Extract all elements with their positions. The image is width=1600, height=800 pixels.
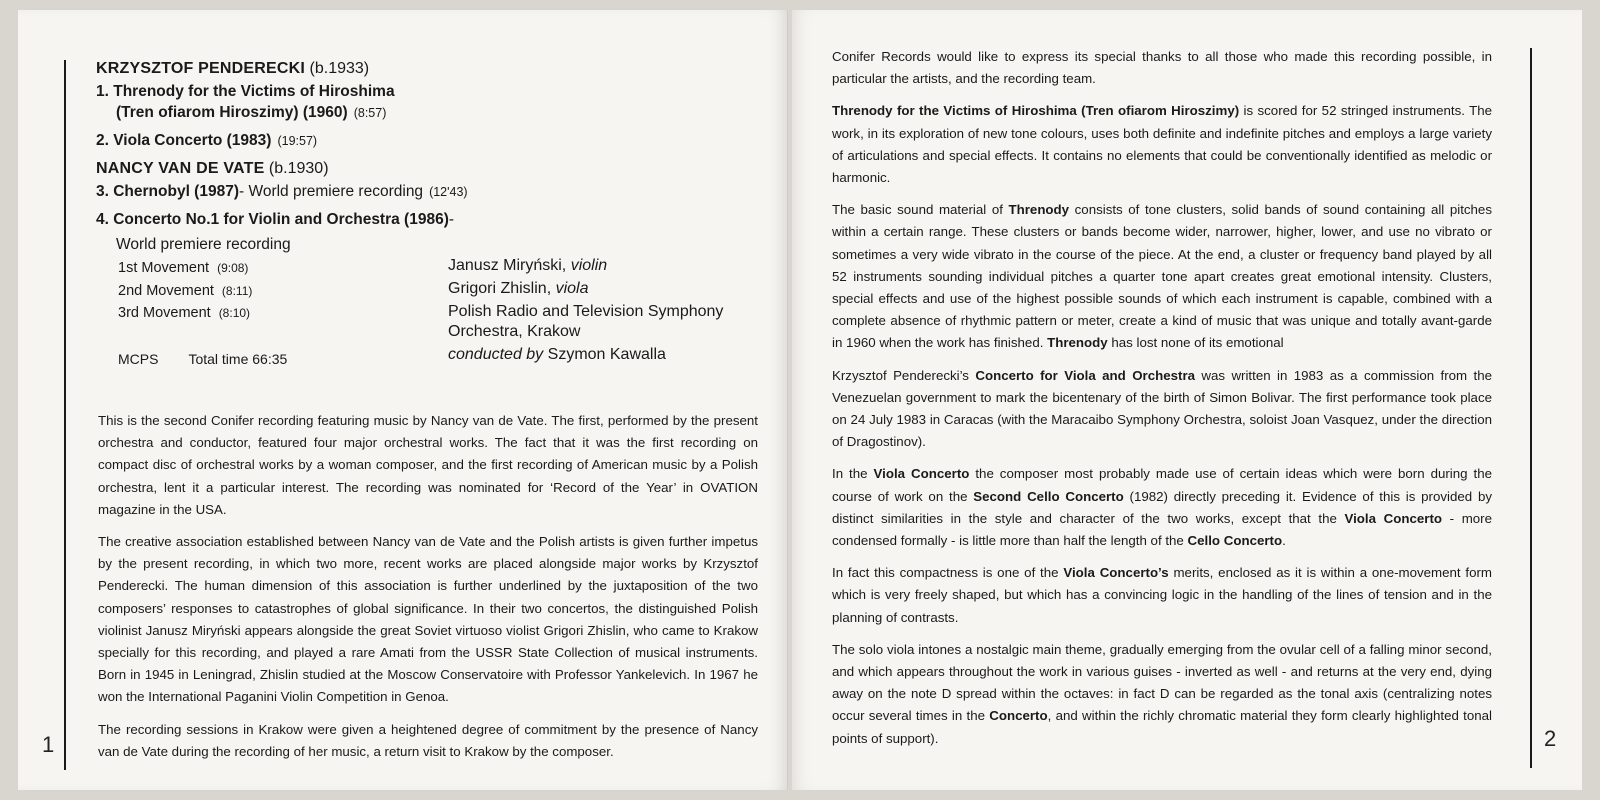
movement-item: 2nd Movement (8:11) bbox=[118, 282, 253, 299]
performer-conductor: conducted by Szymon Kawalla bbox=[448, 346, 666, 363]
composer-heading-van-de-vate bbox=[96, 158, 756, 179]
paragraph: The creative association established between Nancy van de Vate and the Polish artists is given further impetus by the present recording, in which two more, recent works are placed alongside major works by Krzysztof Penderecki. The human dimension of this association is further underlined by the juxtaposition of the two composers’ responses to catastrophes of global significance. In their two concertos, the distinguished Polish violinist Janusz Miryński appears alongside the great Soviet virtuoso violist Grigori Zhislin, who came to Krakow specially for this recording, and played a rare Amati from the USSR State Collection of musical instruments. Born in 1945 in Leningrad, Zhislin studied at the Moscow Conservatoire with Professor Yankelevich. In 1967 he won the International Paganini Violin Competition in Genoa. bbox=[98, 534, 758, 705]
right-body-text bbox=[832, 46, 1492, 760]
paragraph: The recording sessions in Krakow were given a heightened degree of commitment by the presence of Nancy van de Vate during the recording of her music, a return visit to Krakow by the composer. bbox=[98, 721, 758, 759]
left-margin-rule bbox=[64, 60, 66, 770]
paragraph-solo-viola: The solo viola intones a nostalgic main theme, gradually emerging from the ovular cell of a falling minor second, and which appears throughout the work in various guises - inverted as well - and returns at the very end, dying away on the note D spread within the octaves: in fact D can be regarded as the tonal axis (centralizing notes occur several times in the Concerto, and within the richly chromatic material they form clearly highlighted tonal points of support). bbox=[832, 641, 1493, 746]
track-title: 4. Concerto No.1 for Violin and Orchestra (1986) bbox=[96, 211, 449, 228]
right-margin-rule bbox=[1530, 48, 1532, 768]
track-duration: (19:57) bbox=[277, 134, 318, 148]
performer-orchestra: Polish Radio and Television Symphony Orchestra, Krakow bbox=[448, 303, 724, 340]
movement-list bbox=[118, 257, 252, 325]
paragraph: This is the second Conifer recording featuring music by Nancy van de Vate. The first, performed by the present orchestra and conductor, featured four major orchestral works. The fact that it was the first recording on compact disc of orchestral works by a woman composer, and the first recording of American music by a Polish orchestra, lent it a particular interest. The recording was nominated for ‘Record of the Year’ in OVATION magazine in the USA. bbox=[98, 413, 758, 517]
track-note: - World premiere recording bbox=[239, 183, 424, 200]
track-2 bbox=[96, 130, 756, 152]
composer-name: KRZYSZTOF PENDERECKI bbox=[96, 60, 306, 77]
paragraph-compactness: In fact this compactness is one of the Viola Concerto’s merits, enclosed as it is within a one-movement form which is very freely shaped, but which has a convincing logic in the handling of the lines of tension and in the planning of contrasts. bbox=[832, 565, 1492, 625]
movement-item: 3rd Movement (8:10) bbox=[118, 305, 251, 321]
performer-list bbox=[448, 255, 768, 367]
movements-and-performers bbox=[96, 257, 756, 377]
mcps-total-time bbox=[118, 349, 317, 370]
mcps-label: MCPS bbox=[118, 351, 159, 367]
paragraph-threnody: Threnody for the Victims of Hiroshima (Tren ofiarom Hiroszimy) is scored for 52 stringed instruments. The work, in its exploration of new tone colours, uses both definite and indefinite pitches and employs a large variety of articulations and special effects. It contains no elements that could be conventionally identified as melodic or harmonic. bbox=[832, 103, 1492, 186]
track-title-line2: (Tren ofiarom Hiroszimy) (1960) bbox=[116, 104, 348, 121]
composer-dates: (b.1933) bbox=[309, 60, 370, 77]
track-title: 2. Viola Concerto (1983) bbox=[96, 132, 272, 149]
track-note: - bbox=[448, 211, 455, 228]
composer-dates: (b.1930) bbox=[268, 160, 329, 177]
track-4 bbox=[96, 209, 756, 255]
track-note-line2: World premiere recording bbox=[116, 236, 291, 253]
right-page bbox=[792, 10, 1582, 790]
track-title: 3. Chernobyl (1987) bbox=[96, 183, 239, 200]
track-duration: (12'43) bbox=[429, 185, 468, 199]
total-time: Total time 66:35 bbox=[188, 351, 288, 367]
composer-heading-penderecki bbox=[96, 58, 756, 79]
left-body-text bbox=[98, 410, 758, 773]
track-duration: (8:57) bbox=[353, 106, 387, 120]
paragraph-sound-material: The basic sound material of Threnody consists of tone clusters, solid bands of sound containing all pitches within a certain range. These clusters or bands become wider, narrower, higher, lower, and use no vibrato or sometimes a very wide vibrato in the course of the piece. At the end, a cluster or frequency band played by all 52 instruments sounding individual pitches a quarter tone apart creates great emotional intensity. Clusters, special effects and use of the highest possible sounds of which each instrument is capable, combined with a complete absence of rhythmic pattern or meter, create a kind of music that was unique and totally avant-garde in 1960 when the work has finished. Threnody has lost none of its emotional bbox=[832, 202, 1492, 351]
composer-name: NANCY VAN DE VATE bbox=[96, 160, 265, 177]
track-title: 1. Threnody for the Victims of Hiroshima bbox=[96, 83, 395, 100]
performer-viola: Grigori Zhislin, viola bbox=[448, 279, 589, 297]
movement-item: 1st Movement (9:08) bbox=[118, 260, 249, 276]
left-page bbox=[18, 10, 788, 790]
page-number-right: 2 bbox=[1544, 726, 1557, 751]
paragraph-viola-concerto-ideas: In the Viola Concerto the composer most probably made use of certain ideas which were born during the course of work on the Second Cello Concerto (1982) directly preceding it. Evidence of this is provided by distinct similarities in the style and character of the two works, except that the Viola Concerto - more condensed formally - is little more than half the length of the Cello Concerto. bbox=[832, 466, 1492, 549]
paragraph-viola-concerto-commission: Krzysztof Penderecki’s Concerto for Viola and Orchestra was written in 1983 as a commission from the Venezuelan government to mark the bicentenary of the birth of Simon Bolivar. The first performance took place on 24 July 1983 in Caracas (with the Maracaibo Symphony Orchestra, soloist Joan Vasquez, under the direction of Dragostinov). bbox=[832, 367, 1492, 450]
page-number-left: 1 bbox=[42, 732, 55, 757]
performer-violin: Janusz Miryński, violin bbox=[448, 257, 608, 274]
track-list bbox=[96, 58, 756, 377]
paragraph-thanks: Conifer Records would like to express its special thanks to all those who made this recording possible, in particular the artists, and the recording team. bbox=[832, 49, 1492, 87]
track-3 bbox=[96, 181, 756, 203]
track-1 bbox=[96, 81, 756, 124]
